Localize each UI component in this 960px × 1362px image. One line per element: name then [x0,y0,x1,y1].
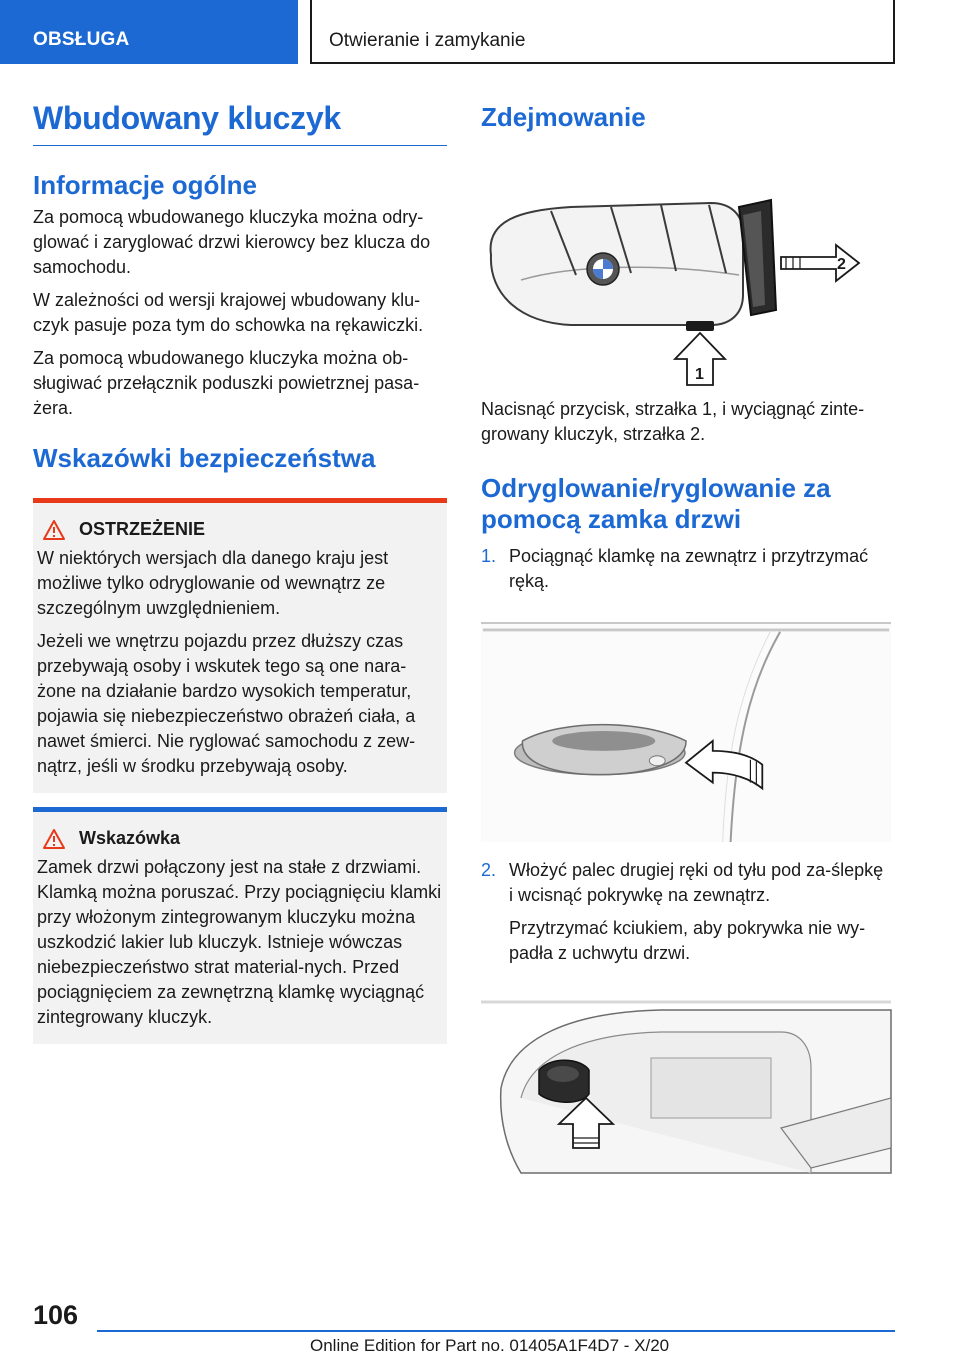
general-paragraph-2: W zależności od wersji krajowej wbudowany klu-czyk pasuje poza tym do schowka na rękawiczki. [33,290,424,336]
header-chapter-label: Otwieranie i zamykanie [329,30,526,51]
removal-text: Nacisnąć przycisk, strzałka 1, i wyciągnąć zinte-growany kluczyk, strzałka 2. [481,399,865,445]
step-1 [481,544,891,594]
warning-box [33,498,447,793]
note-title-row [33,828,447,849]
step-2-text: Włożyć palec drugiej ręki od tyłu pod za-ślepkę i wcisnąć pokrywkę na zewnątrz. [509,859,884,905]
general-paragraph-1: Za pomocą wbudowanego kluczyka można odry-glować i zaryglować drzwi kierowcy bez klucza do samochodu. [33,207,431,278]
page-number: 106 [33,1300,79,1330]
step-2-number: 2. [481,859,497,880]
lock-heading: Odryglowanie/ryglowanie za pomocą zamka drzwi [481,473,831,535]
arrow-2-icon [781,245,859,281]
note-box [33,807,447,1044]
right-column [481,100,891,1173]
step-1-text: Pociągnąć klamkę na zewnątrz i przytrzymać ręką. [509,545,869,591]
safety-heading: Wskazówki bezpieczeństwa [33,443,376,474]
caution-triangle-icon [43,829,65,849]
header-section-label: OBSŁUGA [33,29,130,50]
left-column [33,100,447,1044]
step-1-number: 1. [481,545,497,566]
arrow-2-label: 2 [837,256,846,274]
footer-edition: Online Edition for Part no. 01405A1F4D7 - X/20 [310,1336,670,1355]
header-chapter-tab [310,0,895,64]
general-heading: Informacje ogólne [33,170,257,200]
general-paragraph-3: Za pomocą wbudowanego kluczyka można ob-sługiwać przełącznik poduszki powietrznej pasa-żera. [33,348,420,419]
warning-paragraph-1: W niektórych wersjach dla danego kraju jest możliwe tylko odryglowanie od wewnątrz ze szczególnym uwzględnieniem. [37,548,389,619]
arrow-1-label: 1 [695,366,704,384]
arrow-1-icon [675,333,725,385]
key-removal-illustration [481,145,891,384]
warning-title-row [33,519,447,540]
brand-logo-icon [587,253,619,285]
door-handle-illustration [481,622,891,842]
note-title: Wskazówka [79,828,181,849]
step-2 [481,858,891,908]
note-paragraph-1: Zamek drzwi połączony jest na stałe z drzwiami. Klamką można poruszać. Przy pociągnięciu klamki przy włożonym zintegrowanym kluczyku można uszkodzić lakier lub kluczyk. Istnieje wówczas niebezpieczeństwo strat material-nych. Przed pociągnięciem za zewnętrzną klamkę wyciągnąć zintegrowany kluczyk. [37,857,442,1028]
removal-heading: Zdejmowanie [481,102,646,132]
step-2-extra-text: Przytrzymać kciukiem, aby pokrywka nie wy-padła z uchwytu drzwi. [509,917,866,963]
lock-cover-illustration [481,998,891,1173]
page-title: Wbudowany kluczyk [33,100,447,146]
warning-triangle-icon [43,520,65,540]
footer-divider [97,1330,895,1332]
warning-paragraph-2: Jeżeli we wnętrzu pojazdu przez dłuższy czas przebywają osoby i wskutek tego są one nara-żone na działanie bardzo wysokich temperatur, pojawia się niebezpieczeństwo obrażeń ciała, a nawet śmierci. Nie ryglować samochodu z zew-nątrz, jeśli w środku przebywają osoby. [37,631,416,777]
warning-title: OSTRZEŻENIE [79,519,206,540]
header-section-tab [0,0,298,64]
